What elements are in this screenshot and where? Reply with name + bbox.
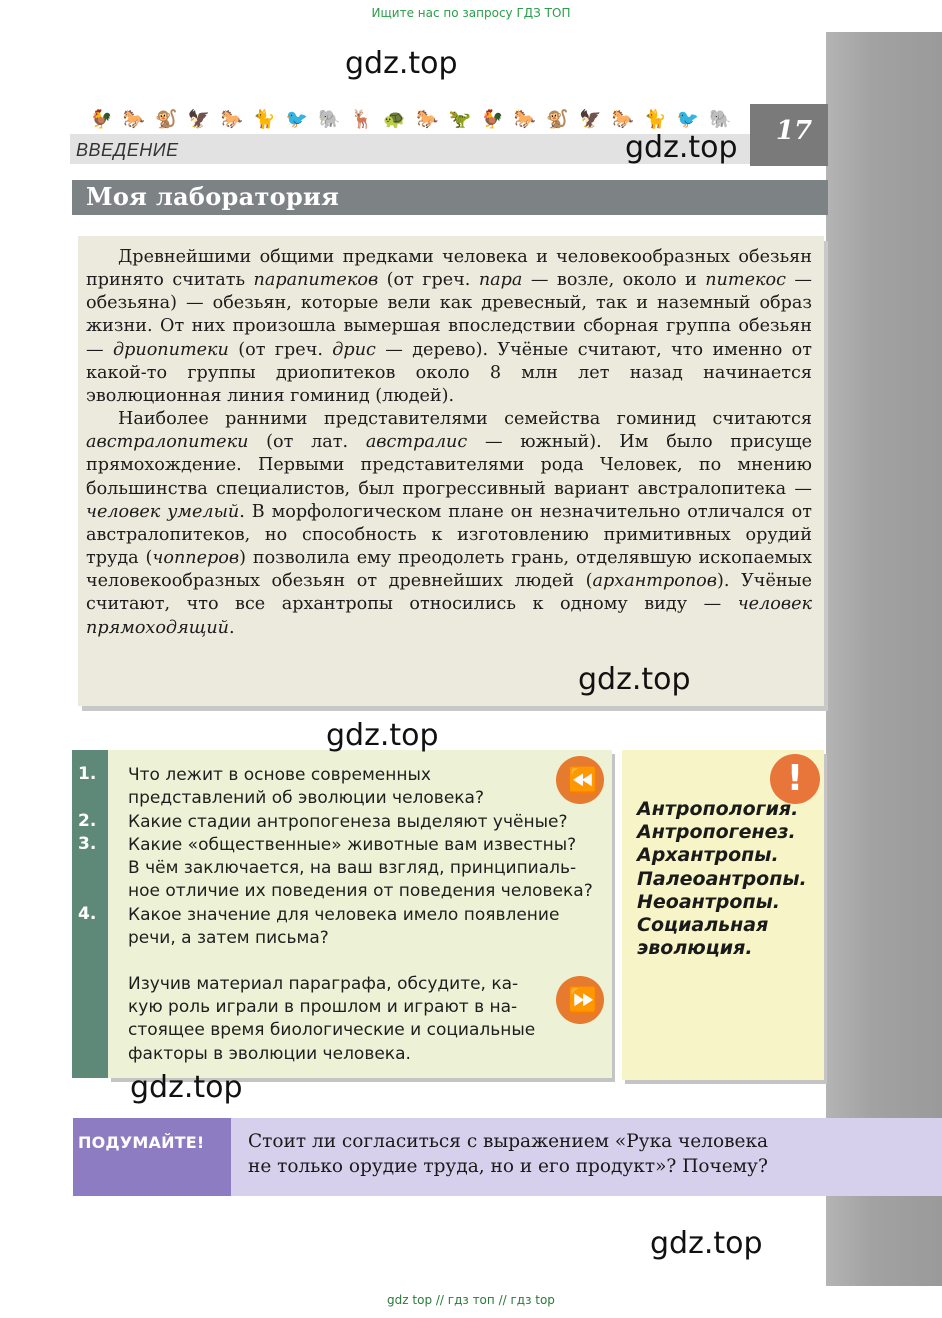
discussion-line: стоящее время биологические и социальные [128, 1020, 536, 1041]
exclamation-icon: ! [770, 754, 820, 804]
text-run: — южный). Им было присуще прямохождение. Первыми представителями рода Человек, по мнению большинства специалистов, был прогрессивный вариант австралопитека — [86, 432, 812, 499]
discussion-line: Изучив материал параграфа, обсудите, ка- [128, 974, 519, 994]
watermark: gdz.top [578, 662, 691, 697]
question-number: 4. [78, 904, 97, 924]
italic-term: австралопитеки [86, 432, 249, 453]
italic-term: дриопитеки [112, 339, 229, 360]
key-term: Архантропы. [637, 844, 779, 867]
key-term: Антропология. [637, 798, 799, 820]
italic-term: чопперов [152, 548, 240, 569]
animal-silhouette-icon: 🐎 [416, 109, 439, 129]
question-text [128, 834, 593, 904]
text-run: (от греч. [378, 270, 479, 291]
discussion-line: факторы в эволюции человека. [128, 1043, 411, 1064]
italic-term: архантропов [592, 571, 718, 592]
page-edge-strip [826, 32, 942, 1286]
question-number: 1. [78, 764, 97, 784]
discussion-text [128, 973, 535, 1066]
lab-paragraph-1 [78, 236, 824, 408]
think-line: не только орудие труда, но и его продукт»? Почему? [248, 1156, 768, 1177]
italic-term: питекос [705, 270, 786, 291]
question-line: ное отличие их поведения от поведения человека? [128, 881, 593, 902]
question-text [128, 904, 559, 950]
text-run: ) позволила ему преодолеть грань, отделявшую ископаемых человекообразных обезьян от древнейших людей ( [86, 548, 812, 592]
animal-silhouette-icon: 🐎 [220, 109, 243, 129]
animal-silhouette-icon: 🐈 [644, 109, 667, 129]
question-line: представлений об эволюции человека? [128, 788, 484, 809]
rewind-icon: ⏪ [556, 756, 604, 804]
animal-silhouette-icon: 🐎 [611, 109, 634, 129]
italic-term: человек прямоходящий [86, 594, 812, 638]
bottom-banner[interactable]: gdz top // гдз топ // гдз top [387, 1293, 555, 1307]
animal-silhouette-icon: 🐘 [709, 109, 732, 129]
discussion-line: кую роль играли в прошлом и играют в на- [128, 997, 518, 1018]
animal-silhouette-icon: 🐦 [676, 109, 700, 129]
page-number: 17 [775, 116, 813, 146]
question-line: В чём заключается, на ваш взгляд, принципиаль- [128, 858, 577, 879]
think-label: ПОДУМАЙТЕ! [78, 1133, 205, 1152]
think-label-box [73, 1118, 231, 1196]
question-text [128, 764, 484, 810]
key-term: Неоантропы. [637, 890, 780, 913]
key-terms-list [637, 798, 807, 960]
text-run: Наиболее ранними представителями семейства гоминид считаются [118, 409, 812, 430]
question-line: Какие стадии антропогенеза выделяют учёные? [128, 812, 568, 832]
text-run: — дерево). Учёные считают, что именно от какой-то группы дриопитеков около 8 млн лет назад начинается эволюционная линия гоминид (людей). [86, 339, 812, 406]
top-banner[interactable]: Ищите нас по запросу ГДЗ ТОП [371, 6, 571, 20]
lab-title: Моя лаборатория [86, 182, 340, 211]
italic-term: австралис [365, 432, 468, 453]
animal-silhouette-icon: 🐓 [90, 109, 113, 129]
animal-silhouette-icon: 🐦 [285, 109, 309, 129]
lab-paragraph-2 [78, 408, 824, 640]
text-run: (от лат. [248, 432, 366, 453]
animal-silhouette-icon: 🐒 [155, 109, 178, 129]
italic-term: парапитеков [253, 270, 379, 291]
question-text [128, 811, 568, 834]
watermark: gdz.top [130, 1070, 243, 1105]
think-question [248, 1129, 768, 1179]
question-line: Какое значение для человека имело появление [128, 905, 560, 925]
italic-term: человек умелый [86, 501, 240, 522]
think-line: Стоит ли согласиться с выражением «Рука человека [248, 1131, 769, 1152]
fast-forward-icon: ⏩ [556, 976, 604, 1024]
watermark: gdz.top [625, 130, 738, 165]
animal-silhouette-icon: 🦌 [350, 109, 374, 129]
watermark: gdz.top [345, 46, 458, 81]
text-run: Древнейшими общими предками человека и человекообразных обезьян принято считать [86, 247, 812, 291]
key-term: Палеоантропы. [637, 867, 807, 890]
italic-term: пара [478, 270, 523, 291]
watermark: gdz.top [650, 1226, 763, 1261]
animal-silhouette-icon: 🐎 [122, 109, 146, 129]
text-run: . [229, 617, 235, 638]
animal-silhouette-icon: 🐈 [253, 109, 276, 129]
animal-silhouette-icon: 🦅 [578, 109, 602, 129]
question-line: речи, а затем письма? [128, 928, 329, 949]
text-run: — возле, около и [522, 270, 706, 291]
question-number: 3. [78, 834, 97, 854]
question-number: 2. [78, 811, 97, 831]
text-run: — обезьяна) — обезьян, которые вели как древесный, так и наземный образ жизни. От них произошла вымершая впоследствии сборная группа обезьян — [86, 270, 812, 360]
text-run: . В морфологическом плане он незначительно отличался от австралопитеков, но способность к изготовлению примитивных орудий труда ( [86, 501, 812, 569]
question-line: Какие «общественные» животные вам известны? [128, 835, 577, 855]
question-line: Что лежит в основе современных [128, 765, 431, 785]
animal-silhouette-icon: 🐓 [481, 109, 504, 129]
key-term: эволюция. [637, 937, 753, 960]
animal-silhouette-icon: 🐢 [383, 109, 406, 129]
animal-silhouette-icon: 🦅 [187, 109, 211, 129]
animal-silhouette-icon: 🦖 [448, 109, 472, 129]
text-run: ). Учёные считают, что все архантропы относились к одному виду — [86, 571, 812, 615]
text-run: (от греч. [228, 339, 333, 360]
animal-silhouette-icon: 🐘 [318, 109, 341, 129]
key-term: Социальная [637, 914, 769, 937]
animal-silhouette-icon: 🐎 [513, 109, 537, 129]
italic-term: дрис [332, 339, 376, 360]
lab-text-box [78, 236, 824, 706]
animal-silhouette-icon: 🐒 [546, 109, 569, 129]
section-label: ВВЕДЕНИЕ [76, 140, 179, 160]
key-term: Антропогенез. [637, 821, 796, 844]
watermark: gdz.top [326, 718, 439, 753]
